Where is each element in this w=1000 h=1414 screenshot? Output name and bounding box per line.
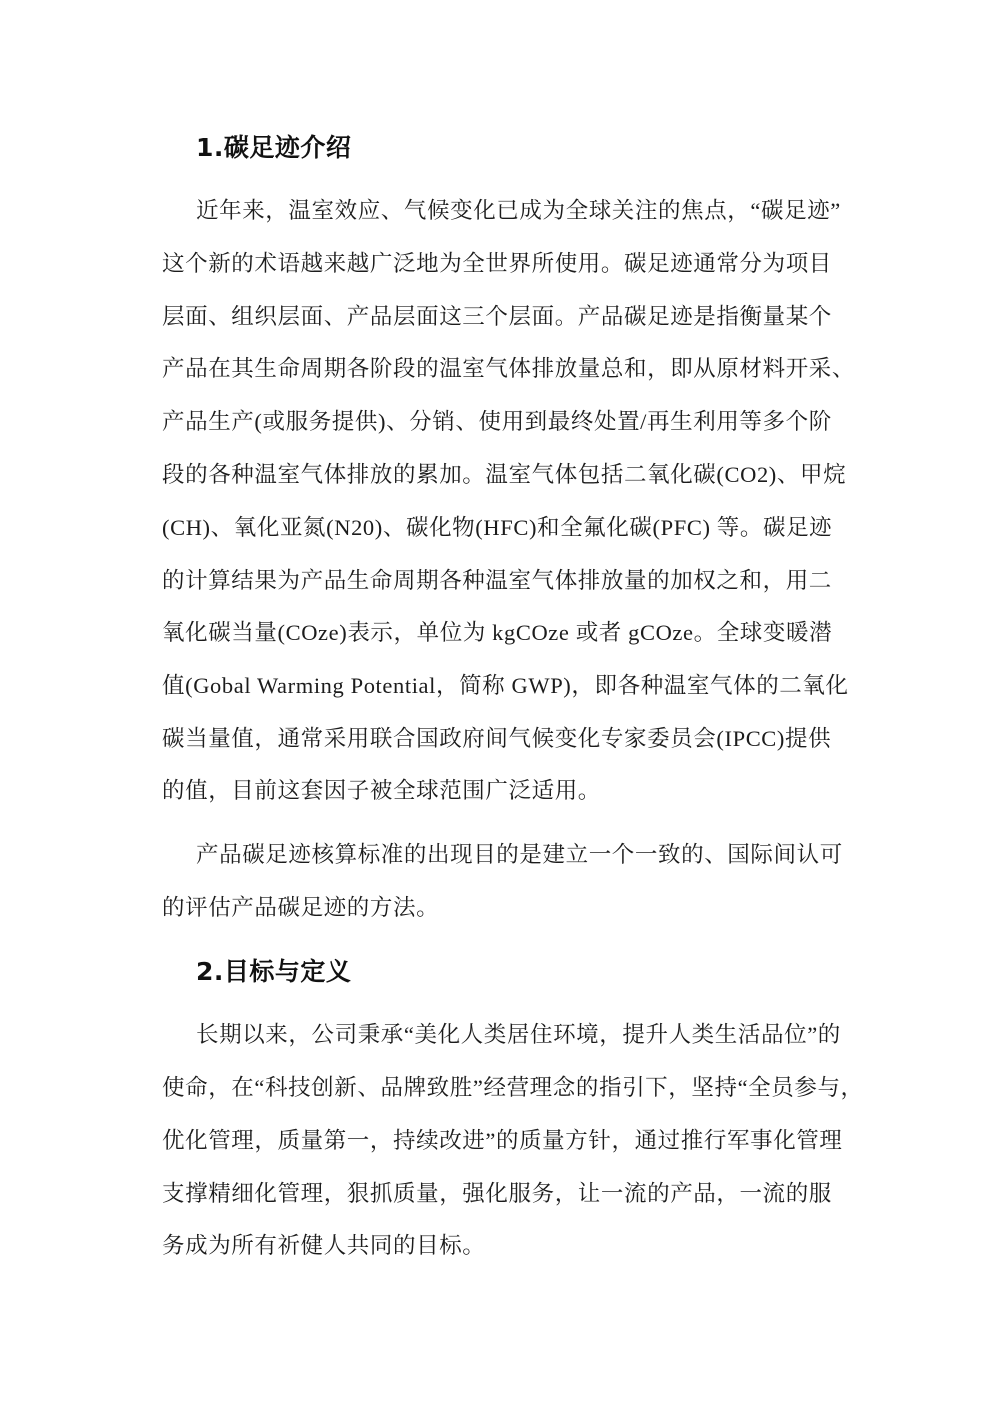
text-line: 使命，在“科技创新、品牌致胜”经营理念的指引下，坚持“全员参与， (162, 1075, 864, 1100)
text-line: 产品在其生命周期各阶段的温室气体排放量总和，即从原材料开采、 (162, 356, 856, 381)
text-line: 优化管理，质量第一，持续改进”的质量方针，通过推行军事化管理 (162, 1128, 843, 1153)
section-heading-carbon-footprint-intro: 1.碳足迹介绍 (196, 133, 352, 162)
text-line: 碳当量值，通常采用联合国政府间气候变化专家委员会(IPCC)提供 (162, 726, 832, 751)
text-line: 的评估产品碳足迹的方法。 (162, 895, 440, 920)
text-line: 近年来，温室效应、气候变化已成为全球关注的焦点，“碳足迹” (196, 198, 841, 223)
text-line: 产品生产(或服务提供)、分销、使用到最终处置/再生利用等多个阶 (162, 409, 832, 434)
text-line: 产品碳足迹核算标准的出现目的是建立一个一致的、国际间认可 (196, 842, 843, 867)
text-line: 段的各种温室气体排放的累加。温室气体包括二氧化碳(CO2)、甲烷 (162, 462, 847, 487)
text-line: 值(Gobal Warming Potential，简称 GWP)，即各种温室气体的二氧化 (162, 673, 849, 698)
text-line: 氧化碳当量(COze)表示，单位为 kgCOze 或者 gCOze。全球变暖潜 (162, 620, 833, 645)
text-line: 务成为所有祈健人共同的目标。 (162, 1233, 486, 1258)
text-line: 这个新的术语越来越广泛地为全世界所使用。碳足迹通常分为项目 (162, 251, 832, 276)
text-line: 支撑精细化管理，狠抓质量，强化服务，让一流的产品，一流的服 (162, 1181, 832, 1206)
text-line: 长期以来，公司秉承“美化人类居住环境，提升人类生活品位”的 (196, 1022, 841, 1047)
text-line: (CH)、氧化亚氮(N20)、碳化物(HFC)和全氟化碳(PFC) 等。碳足迹 (162, 515, 833, 540)
text-line: 层面、组织层面、产品层面这三个层面。产品碳足迹是指衡量某个 (162, 304, 832, 329)
text-line: 的计算结果为产品生命周期各种温室气体排放量的加权之和，用二 (162, 568, 832, 593)
text-line: 的值，目前这套因子被全球范围广泛适用。 (162, 778, 601, 803)
section-heading-goals-definition: 2.目标与定义 (196, 957, 352, 986)
